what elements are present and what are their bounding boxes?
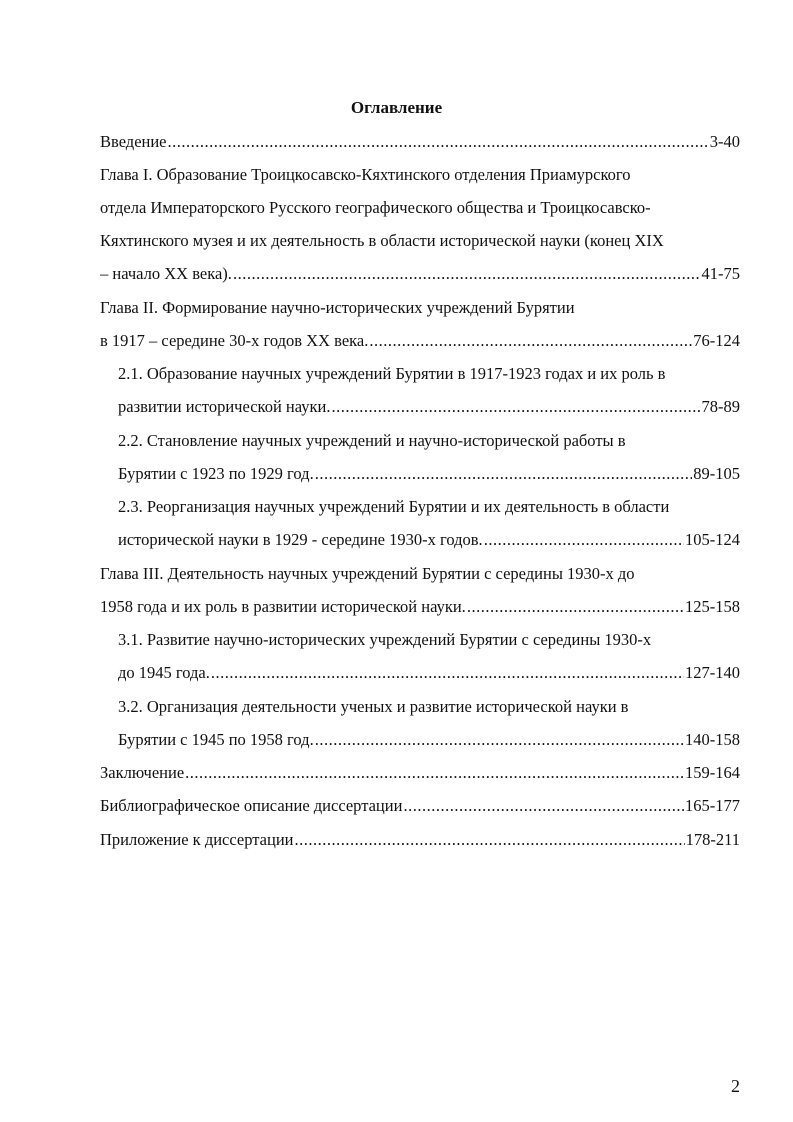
toc-entry-pages: 89-105 [693, 464, 740, 483]
leader-dots [403, 794, 684, 818]
toc-entry-text: Бурятии с 1923 по 1929 год. [118, 464, 314, 483]
leader-dots [315, 462, 693, 486]
toc-entry-pages: 105-124 [685, 530, 740, 549]
toc-chapter2-line2 [100, 329, 740, 353]
toc-entry-text: до 1945 года. [118, 663, 210, 682]
leader-dots [211, 661, 684, 685]
leader-dots [315, 728, 684, 752]
toc-section-3-2-line2 [118, 728, 740, 752]
toc-section-3-2-line1: 3.2. Организация деятельности ученых и развитие исторической науки в [118, 697, 629, 716]
toc-chapter3-line1: Глава III. Деятельность научных учреждений Бурятии с середины 1930-х до [100, 564, 635, 583]
leader-dots [331, 395, 700, 419]
toc-section-2-1-line1: 2.1. Образование научных учреждений Бурятии в 1917-1923 годах и их роль в [118, 364, 666, 383]
toc-entry-pages: 140-158 [685, 730, 740, 749]
leader-dots [467, 595, 684, 619]
leader-dots [369, 329, 692, 353]
leader-dots [233, 262, 701, 286]
toc-entry-text: Библиографическое описание диссертации [100, 796, 403, 815]
toc-entry-text: исторической науки в 1929 - середине 1930-х годов. [118, 530, 483, 549]
toc-entry-appendix [100, 828, 740, 852]
toc-section-3-1-line2 [118, 661, 740, 685]
leader-dots [185, 761, 684, 785]
toc-entry-intro [100, 130, 740, 154]
toc-section-2-3-line2 [118, 528, 740, 552]
toc-entry-conclusion [100, 761, 740, 785]
toc-section-2-2-line2 [118, 462, 740, 486]
toc-entry-pages: 127-140 [685, 663, 740, 682]
page-number: 2 [731, 1076, 740, 1096]
toc-entry-pages: 165-177 [685, 796, 740, 815]
toc-entry-text: в 1917 – середине 30-х годов XX века. [100, 331, 369, 350]
toc-entry-pages: 125-158 [685, 597, 740, 616]
leader-dots [484, 528, 684, 552]
toc-entry-pages: 159-164 [685, 763, 740, 782]
toc-entry-pages: 3-40 [709, 132, 740, 151]
toc-entry-pages: 76-124 [693, 331, 740, 350]
toc-entry-text: 1958 года и их роль в развитии исторической науки. [100, 597, 466, 616]
toc-chapter3-line2 [100, 595, 740, 619]
page-title: Оглавление [350, 98, 443, 117]
toc-section-2-1-line2 [118, 395, 740, 419]
toc-chapter1-line2: отдела Императорского Русского географического общества и Троицкосавско- [100, 198, 651, 217]
toc-entry-text: Бурятии с 1945 по 1958 год. [118, 730, 314, 749]
leader-dots [168, 130, 709, 154]
toc-entry-pages: 78-89 [701, 397, 740, 416]
toc-entry-text: Приложение к диссертации [100, 830, 294, 849]
toc-section-2-3-line1: 2.3. Реорганизация научных учреждений Бурятии и их деятельность в области [118, 497, 670, 516]
toc-chapter1-line4 [100, 262, 740, 286]
toc-entry-text: Заключение [100, 763, 185, 782]
toc-entry-bibliography [100, 794, 740, 818]
toc-entry-pages: 41-75 [701, 264, 740, 283]
toc-chapter1-line3: Кяхтинского музея и их деятельность в области исторической науки (конец XIX [100, 231, 664, 250]
leader-dots [294, 828, 684, 852]
toc-entry-text: Введение [100, 132, 167, 151]
toc-entry-text: развитии исторической науки. [118, 397, 331, 416]
toc-entry-pages: 178-211 [685, 830, 740, 849]
toc-chapter2-line1: Глава II. Формирование научно-исторических учреждений Бурятии [100, 298, 575, 317]
toc-entry-text: – начало XX века). [100, 264, 232, 283]
toc-chapter1-line1: Глава I. Образование Троицкосавско-Кяхтинского отделения Приамурского [100, 165, 631, 184]
toc-section-3-1-line1: 3.1. Развитие научно-исторических учреждений Бурятии с середины 1930-х [118, 630, 652, 649]
toc-section-2-2-line1: 2.2. Становление научных учреждений и научно-исторической работы в [118, 431, 626, 450]
